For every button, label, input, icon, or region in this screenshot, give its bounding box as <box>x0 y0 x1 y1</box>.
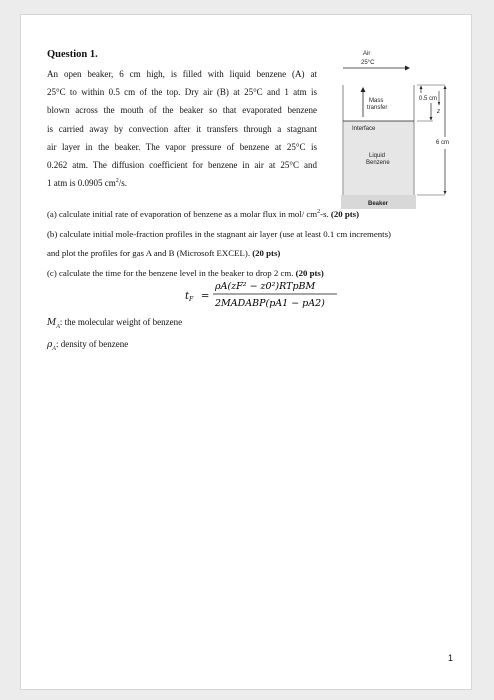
ma-symbol: M <box>47 318 57 328</box>
dim-half-arrowhead-down <box>430 117 433 121</box>
intro-line: An open beaker, 6 cm high, is filled with liquid benzene (A) at <box>47 69 317 79</box>
diagram-transfer-label: transfer <box>367 105 388 111</box>
definition-rho <box>47 336 182 358</box>
diagram-dim-half: 0.5 cm <box>419 96 438 102</box>
rho-sub: A <box>52 345 56 352</box>
part-a-tail: -s. <box>320 209 329 219</box>
definition-ma <box>47 314 182 336</box>
part-a <box>47 205 467 225</box>
formula-lhs <box>185 291 194 303</box>
formula-t: t <box>185 291 190 302</box>
part-a-text: (a) calculate initial rate of evaporation of benzene as a molar flux in mol/ cm <box>47 209 318 219</box>
intro-sup: 2 <box>115 178 119 185</box>
diagram-dim-full: 6 cm <box>436 140 450 146</box>
intro-line: 1 atm is 0.0905 cm <box>47 178 116 189</box>
document-page <box>20 14 472 690</box>
z-arrowhead <box>438 102 440 106</box>
intro-tail: /s. <box>118 178 128 189</box>
intro-line: 25°C to within 0.5 cm of the top. Dry air (B) at 25°C and 1 atm is <box>47 87 317 98</box>
part-a-points: (20 pts) <box>330 209 360 219</box>
part-b-line-2 <box>47 244 467 264</box>
formula-equals: = <box>201 291 210 302</box>
page-number: 1 <box>447 653 453 663</box>
question-intro <box>47 65 317 192</box>
intro-line: air layer in the beaker. The vapor pressure of benzene at 25°C is <box>47 141 317 152</box>
diagram-z-label: z <box>437 109 440 115</box>
dim-full-arrowhead-down <box>444 191 447 195</box>
diagram-air-label: Air <box>363 51 371 57</box>
diagram-beaker-label: Beaker <box>368 201 389 207</box>
rho-symbol: ρ <box>47 339 53 350</box>
diagram-benzene-label: Benzene <box>366 160 390 166</box>
part-a-sup: 2 <box>317 209 321 215</box>
definitions <box>47 314 182 358</box>
diagram-mass-label: Mass <box>369 98 384 104</box>
question-parts <box>47 205 467 283</box>
intro-line-last <box>47 174 317 192</box>
diagram-liquid-label: Liquid <box>369 153 386 159</box>
mass-transfer-arrowhead <box>361 87 366 92</box>
part-b-line-1: (b) calculate initial mole-fraction profiles in the stagnant air layer (use at least 0.1 cm increments) <box>47 228 391 239</box>
part-b-points: (20 pts) <box>252 248 281 258</box>
formula-t-sub: F <box>189 296 194 303</box>
intro-line: blown across the mouth of the beaker so that evaporated benzene <box>47 105 317 116</box>
question-title: Question 1. <box>47 49 98 60</box>
rho-text: : density of benzene <box>55 338 129 349</box>
beaker-diagram <box>321 45 457 211</box>
part-c-points: (20 pts) <box>295 267 324 278</box>
diagram-interface-label: Interface <box>352 126 376 132</box>
air-flow-arrowhead <box>405 66 410 71</box>
formula-numerator: ρA(zF² − z0²)RTpBM <box>215 281 316 292</box>
intro-line: 0.262 atm. The diffusion coefficient for benzene in air at 25°C and <box>47 160 317 171</box>
part-c-text: (c) calculate the time for the benzene level in the beaker to drop 2 cm. <box>47 267 294 278</box>
part-b-text: and plot the profiles for gas A and B (Microsoft EXCEL). <box>47 248 251 258</box>
dim-full-arrowhead-up <box>444 86 447 90</box>
formula-denominator: 2MADABP(pA1 − pA2) <box>215 298 325 309</box>
time-formula <box>185 277 385 313</box>
ma-sub: A <box>56 323 60 330</box>
intro-line: is carried away by convection after it transfers through a stagnant <box>47 123 317 134</box>
ma-text: : the molecular weight of benzene <box>59 317 183 327</box>
dim-half-arrowhead-up <box>420 86 423 90</box>
diagram-air-temp: 25°C <box>361 60 375 66</box>
